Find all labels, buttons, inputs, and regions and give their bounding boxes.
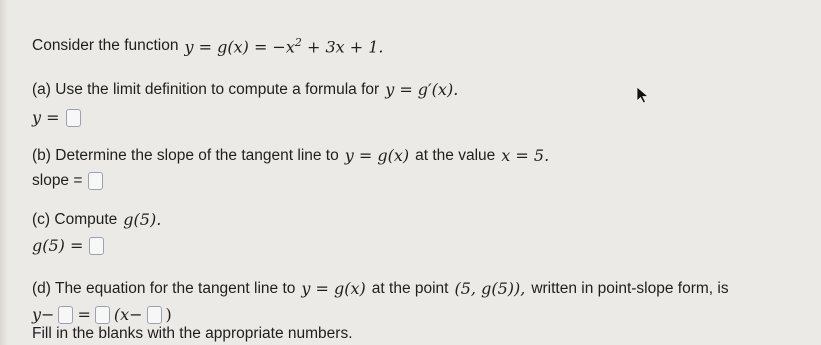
derivative-notation: y = g′(x). xyxy=(385,80,459,99)
part-d-x-value-input[interactable] xyxy=(147,306,162,324)
function-definition: $y = g(x) = -x^2 + 3x + 1$. xyxy=(184,36,384,57)
part-a-answer-row xyxy=(32,108,81,127)
part-b-answer-row xyxy=(32,172,103,190)
eq-paren-close: ) xyxy=(165,305,172,324)
eq-equals: = xyxy=(77,305,91,324)
part-c-answer-label: g(5) = xyxy=(32,236,84,255)
part-b-answer-input[interactable] xyxy=(88,172,103,190)
part-c-answer-row xyxy=(32,236,104,255)
part-b-prompt: (b) Determine the slope of the tangent line to y = g(x) at the value x = 5. xyxy=(32,146,550,165)
part-c-answer-input[interactable] xyxy=(89,237,104,255)
footer-instructions: Fill in the blanks with the appropriate numbers. xyxy=(32,325,353,342)
intro-line xyxy=(32,36,383,56)
part-d-y-intercept-input[interactable] xyxy=(58,306,73,324)
part-d-equation-row xyxy=(32,305,172,324)
part-a-prompt: (a) Use the limit definition to compute a formula for y = g′(x). xyxy=(32,80,459,99)
part-d-slope-input[interactable] xyxy=(95,306,110,324)
left-shadow xyxy=(0,0,8,345)
part-d-prompt: (d) The equation for the tangent line to y = g(x) at the point (5, g(5)), written in point-slope form, is xyxy=(32,279,729,298)
intro-text: Consider the function xyxy=(32,37,179,55)
part-b-answer-label: slope = xyxy=(32,172,83,189)
part-a-answer-label: y = xyxy=(32,108,60,127)
part-c-prompt: (c) Compute g(5). xyxy=(32,210,162,229)
eq-y-minus: y− xyxy=(32,305,55,324)
eq-paren-open: (x− xyxy=(113,305,143,324)
part-a-answer-input[interactable] xyxy=(66,109,81,127)
mouse-pointer-icon xyxy=(636,86,650,109)
